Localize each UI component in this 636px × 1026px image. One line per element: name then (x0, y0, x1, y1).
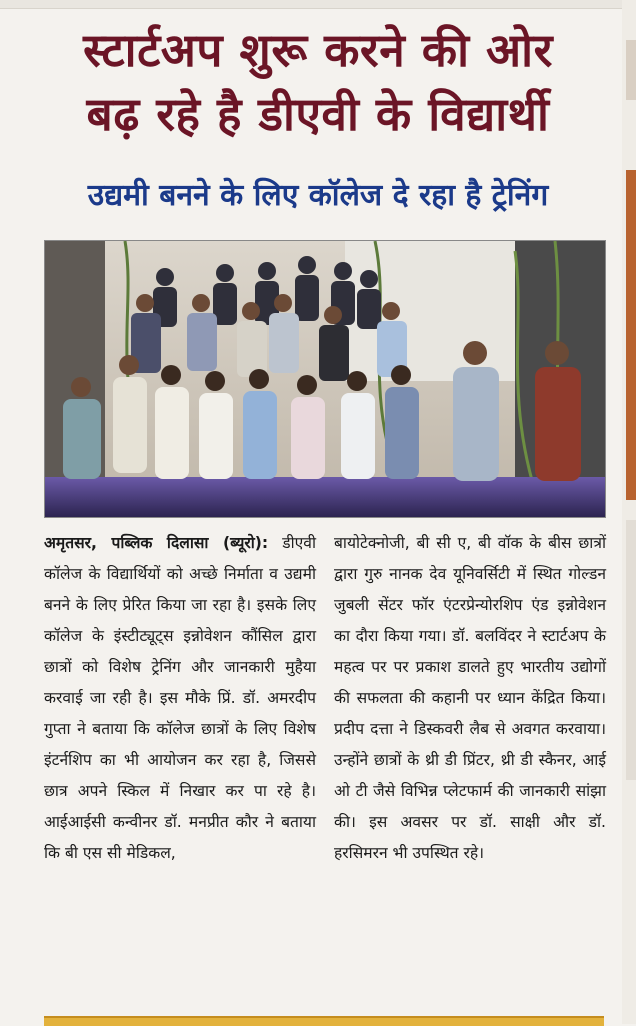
article-body-left: डीएवी कॉलेज के विद्यार्थियों को अच्छे निर्माता व उद्यमी बनने के लिए प्रेरित किया जा रहा है। इसके लिए कॉलेज के इंस्टीट्यूट्स इन्नोवेशन कौंसिल द्वारा छात्रों को विशेष ट्रेनिंग और जानकारी मुहैया करवाई जा रही है। इस मौके प्रिं. डॉ. अमरदीप गुप्ता ने बताया कि कॉलेज छात्रों के लिए विशेष इंटर्नशिप का भी आयोजन कर रहा है, जिससे छात्र अपने स्किल में निखार कर पा रहे है। आईआईसी कन्वीनर डॉ. मनप्रीत कौर ने बताया कि बी एस सी मेडिकल, (44, 534, 316, 862)
article-column-left (44, 528, 316, 869)
article-body-right: बायोटेक्नोजी, बी सी ए, बी वॉक के बीस छात्रों द्वारा गुरु नानक देव यूनिवर्सिटी में स्थित गोल्डन जुबली सेंटर फॉर एंटरप्रेन्योरशिप एंड इन्नोवेशन का दौरा किया गया। डॉ. बलविंदर ने स्टार्टअप के महत्व पर पर प्रकाश डालते हुए भारतीय उद्योगों की सफलता की कहानी पर ध्यान केंद्रित किया। प्रदीप दत्ता ने डिस्कवरी लैब से अवगत करवाया। उन्होंने छात्रों के थ्री डी प्रिंटर, थ्री डी स्कैनर, आई ओ टी जैसे विभिन्न प्लेटफार्म की जानकारी सांझा की। इस अवसर पर डॉ. साक्षी और डॉ. हरसिमरन भी उपस्थित रहे। (334, 534, 606, 862)
adjacent-page-edge (622, 0, 636, 1024)
headline-line-1: स्टार्टअप शुरू करने की ओर (83, 23, 553, 77)
sub-headline: उद्यमी बनने के लिए कॉलेज दे रहा है ट्रेनिंग (87, 178, 549, 213)
group-photo (44, 240, 606, 518)
article-column-right (334, 528, 606, 869)
dateline: अमृतसर, पब्लिक दिलासा (ब्यूरो): (44, 534, 269, 552)
next-article-bar (44, 1016, 604, 1026)
previous-article-strip (0, 0, 636, 9)
headline-line-2: बढ़ रहे है डीएवी के विद्यार्थी (86, 87, 550, 141)
